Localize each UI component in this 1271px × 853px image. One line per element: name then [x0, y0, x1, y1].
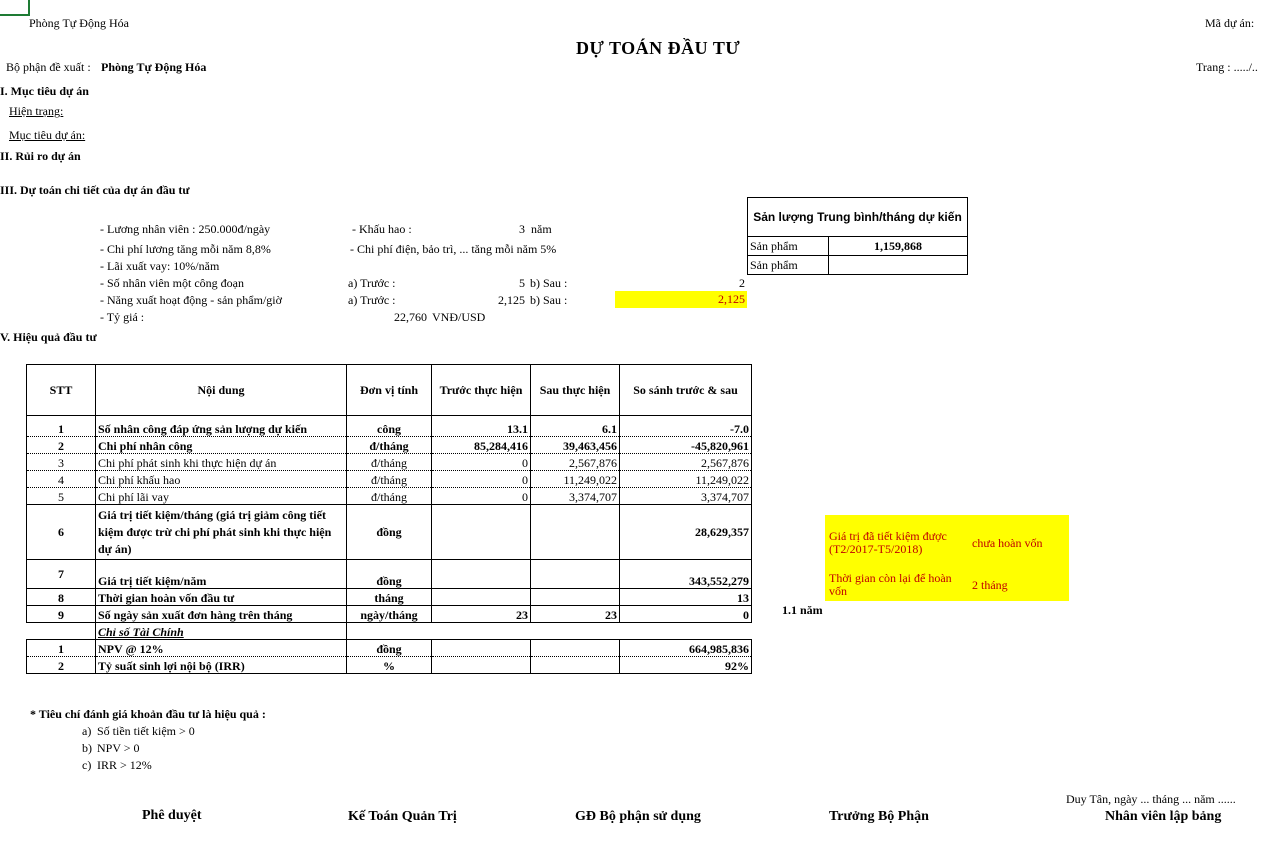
row-after — [531, 505, 620, 560]
row-unit: % — [347, 657, 432, 674]
param-exchange-rate: - Tỷ giá : — [100, 310, 145, 324]
signature-head: Trưởng Bộ Phận — [829, 809, 929, 824]
table-row — [27, 589, 752, 606]
row-compare: 664,985,836 — [620, 640, 752, 657]
row-after: 23 — [531, 606, 620, 623]
output-row — [748, 256, 967, 274]
table-row — [27, 640, 752, 657]
row-content: Chi phí khấu hao — [96, 471, 347, 488]
row-after — [531, 589, 620, 606]
row-after: 3,374,707 — [531, 488, 620, 505]
row-compare: 3,374,707 — [620, 488, 752, 505]
param-depreciation: - Khấu hao : — [352, 222, 412, 236]
criteria-key: b) — [82, 741, 92, 755]
monthly-output-title: Sản lượng Trung bình/tháng dự kiến — [748, 198, 967, 237]
row-content: Chi phí lãi vay — [96, 488, 347, 505]
row-after: 6.1 — [531, 420, 620, 437]
staff-after-value: 2 — [739, 276, 745, 290]
col-header-content: Nội dung — [96, 365, 347, 416]
param-staff: - Số nhân viên một công đoạn — [100, 276, 244, 290]
payback-years: 1.1 năm — [782, 603, 823, 617]
row-content: Giá trị tiết kiệm/tháng (giá trị giảm công tiết kiệm được trừ chi phí phát sinh khi thực hiện dự án) — [96, 505, 347, 560]
cell-selection-marker — [0, 0, 30, 16]
row-stt: 6 — [27, 505, 96, 560]
table-row — [27, 488, 752, 505]
row-content: Chi phí nhân công — [96, 437, 347, 454]
row-content: Số nhân công đáp ứng sản lượng dự kiến — [96, 420, 347, 437]
row-stt: 5 — [27, 488, 96, 505]
row-before — [432, 560, 531, 589]
staff-after-label: b) Sau : — [530, 276, 568, 290]
table-header-row — [27, 365, 752, 416]
row-compare: -45,820,961 — [620, 437, 752, 454]
row-unit: đ/tháng — [347, 488, 432, 505]
row-before: 85,284,416 — [432, 437, 531, 454]
col-header-after: Sau thực hiện — [531, 365, 620, 416]
dept-value: Phòng Tự Động Hóa — [101, 60, 207, 74]
saved-value: chưa hoàn vốn — [972, 536, 1043, 550]
row-unit: đồng — [347, 640, 432, 657]
row-content: Giá trị tiết kiệm/năm — [96, 560, 347, 589]
output-row-value: 1,159,868 — [874, 239, 922, 253]
row-after — [531, 560, 620, 589]
row-compare: 0 — [620, 606, 752, 623]
row-stt: 8 — [27, 589, 96, 606]
row-before: 0 — [432, 471, 531, 488]
output-row-label: Sản phẩm — [748, 256, 829, 274]
table-row — [27, 657, 752, 674]
row-after: 11,249,022 — [531, 471, 620, 488]
param-depreciation-unit: năm — [531, 222, 552, 236]
row-unit: đồng — [347, 560, 432, 589]
exchange-rate-value: 22,760 — [394, 310, 427, 324]
criteria-value: Số tiền tiết kiệm > 0 — [97, 724, 195, 738]
signature-gd: GĐ Bộ phận sử dụng — [575, 809, 701, 824]
row-content: Tỷ suất sinh lợi nội bộ (IRR) — [96, 657, 347, 674]
row-content: Thời gian hoàn vốn đầu tư — [96, 589, 347, 606]
table-row — [27, 471, 752, 488]
row-content: Chi phí phát sinh khi thực hiện dự án — [96, 454, 347, 471]
criteria-key: c) — [82, 758, 92, 772]
param-salary: - Lương nhân viên : 250.000đ/ngày — [100, 222, 271, 236]
row-compare: 2,567,876 — [620, 454, 752, 471]
col-header-stt: STT — [27, 365, 96, 416]
row-unit: công — [347, 420, 432, 437]
criteria-title: * Tiêu chí đánh giá khoản đầu tư là hiệu quả : — [30, 707, 266, 721]
saved-label: Giá trị đã tiết kiệm được (T2/2017-T5/2018) — [829, 529, 947, 556]
output-row-value — [829, 256, 967, 274]
param-depreciation-value: 3 — [519, 222, 525, 236]
financial-indicators-title: Chỉ số Tài Chính — [96, 623, 347, 640]
row-after: 39,463,456 — [531, 437, 620, 454]
row-before: 13.1 — [432, 420, 531, 437]
row-stt: 4 — [27, 471, 96, 488]
row-before: 0 — [432, 488, 531, 505]
row-unit: đ/tháng — [347, 471, 432, 488]
row-stt: 9 — [27, 606, 96, 623]
exchange-rate-unit: VNĐ/USD — [432, 310, 486, 324]
section-effectiveness: V. Hiệu quả đầu tư — [0, 330, 97, 344]
prod-before-label: a) Trước : — [348, 293, 396, 307]
col-header-compare: So sánh trước & sau — [620, 365, 752, 416]
row-unit: đ/tháng — [347, 454, 432, 471]
table-row — [27, 505, 752, 560]
table-row — [27, 420, 752, 437]
company-name: Phòng Tự Động Hóa — [29, 16, 129, 30]
row-stt: 1 — [27, 640, 96, 657]
prod-after-label: b) Sau : — [530, 293, 568, 307]
row-compare: 343,552,279 — [620, 560, 752, 589]
output-row — [748, 237, 967, 256]
row-compare: 92% — [620, 657, 752, 674]
row-compare: -7.0 — [620, 420, 752, 437]
row-stt: 2 — [27, 657, 96, 674]
section-goals: I. Mục tiêu dự án — [0, 84, 89, 98]
output-row-label: Sản phẩm — [748, 237, 829, 255]
prod-after-value: 2,125 — [615, 291, 747, 308]
row-content: Số ngày sản xuất đơn hàng trên tháng — [96, 606, 347, 623]
table-row — [27, 606, 752, 623]
criteria-value: IRR > 12% — [97, 758, 152, 772]
project-code-label: Mã dự án: — [1205, 16, 1255, 30]
section-detailed-estimate: III. Dự toán chi tiết của dự án đầu tư — [0, 183, 190, 197]
row-before: 0 — [432, 454, 531, 471]
signature-staff: Nhân viên lập bảng — [1105, 809, 1222, 824]
row-stt: 1 — [27, 420, 96, 437]
table-row — [27, 560, 752, 589]
row-unit: đ/tháng — [347, 437, 432, 454]
monthly-output-box — [747, 197, 968, 275]
row-unit: ngày/tháng — [347, 606, 432, 623]
remain-label: Thời gian còn lại để hoàn vốn — [829, 571, 952, 598]
row-unit: đồng — [347, 505, 432, 560]
investment-table — [26, 364, 752, 674]
col-header-unit: Đơn vị tính — [347, 365, 432, 416]
current-state-label: Hiện trạng: — [9, 104, 64, 118]
criteria-key: a) — [82, 724, 92, 738]
page-title: DỰ TOÁN ĐẦU TƯ — [576, 38, 741, 58]
staff-before-label: a) Trước : — [348, 276, 396, 290]
param-salary-increase: - Chi phí lương tăng mỗi năm 8,8% — [100, 242, 271, 256]
row-stt: 2 — [27, 437, 96, 454]
row-before — [432, 505, 531, 560]
signature-accounting: Kế Toán Quản Trị — [348, 809, 457, 824]
row-after: 2,567,876 — [531, 454, 620, 471]
table-row — [27, 454, 752, 471]
row-stt: 7 — [27, 560, 96, 589]
param-productivity: - Năng xuất hoạt động - sản phẩm/giờ — [100, 293, 282, 307]
row-before: 23 — [432, 606, 531, 623]
row-compare: 28,629,357 — [620, 505, 752, 560]
date-line: Duy Tân, ngày ... tháng ... năm ...... — [1066, 792, 1236, 806]
dept-label: Bộ phận đề xuất : — [6, 60, 91, 74]
remain-value: 2 tháng — [972, 578, 1008, 592]
criteria-value: NPV > 0 — [97, 741, 140, 755]
row-content: NPV @ 12% — [96, 640, 347, 657]
row-compare: 11,249,022 — [620, 471, 752, 488]
signature-approve: Phê duyệt — [142, 808, 202, 823]
staff-before-value: 5 — [519, 276, 525, 290]
section-risks: II. Rủi ro dự án — [0, 149, 81, 163]
project-goal-label: Mục tiêu dự án: — [9, 128, 86, 142]
param-interest: - Lãi xuất vay: 10%/năm — [100, 259, 220, 273]
row-stt: 3 — [27, 454, 96, 471]
financial-title-row — [27, 623, 752, 640]
table-row — [27, 437, 752, 454]
param-utility-increase: - Chi phí điện, bảo trì, ... tăng mỗi năm 5% — [350, 242, 557, 256]
row-unit: tháng — [347, 589, 432, 606]
row-before — [432, 589, 531, 606]
page-number-label: Trang : ...../.. — [1196, 60, 1258, 74]
col-header-before: Trước thực hiện — [432, 365, 531, 416]
savings-note — [825, 515, 1069, 601]
prod-before-value: 2,125 — [498, 293, 525, 307]
row-compare: 13 — [620, 589, 752, 606]
